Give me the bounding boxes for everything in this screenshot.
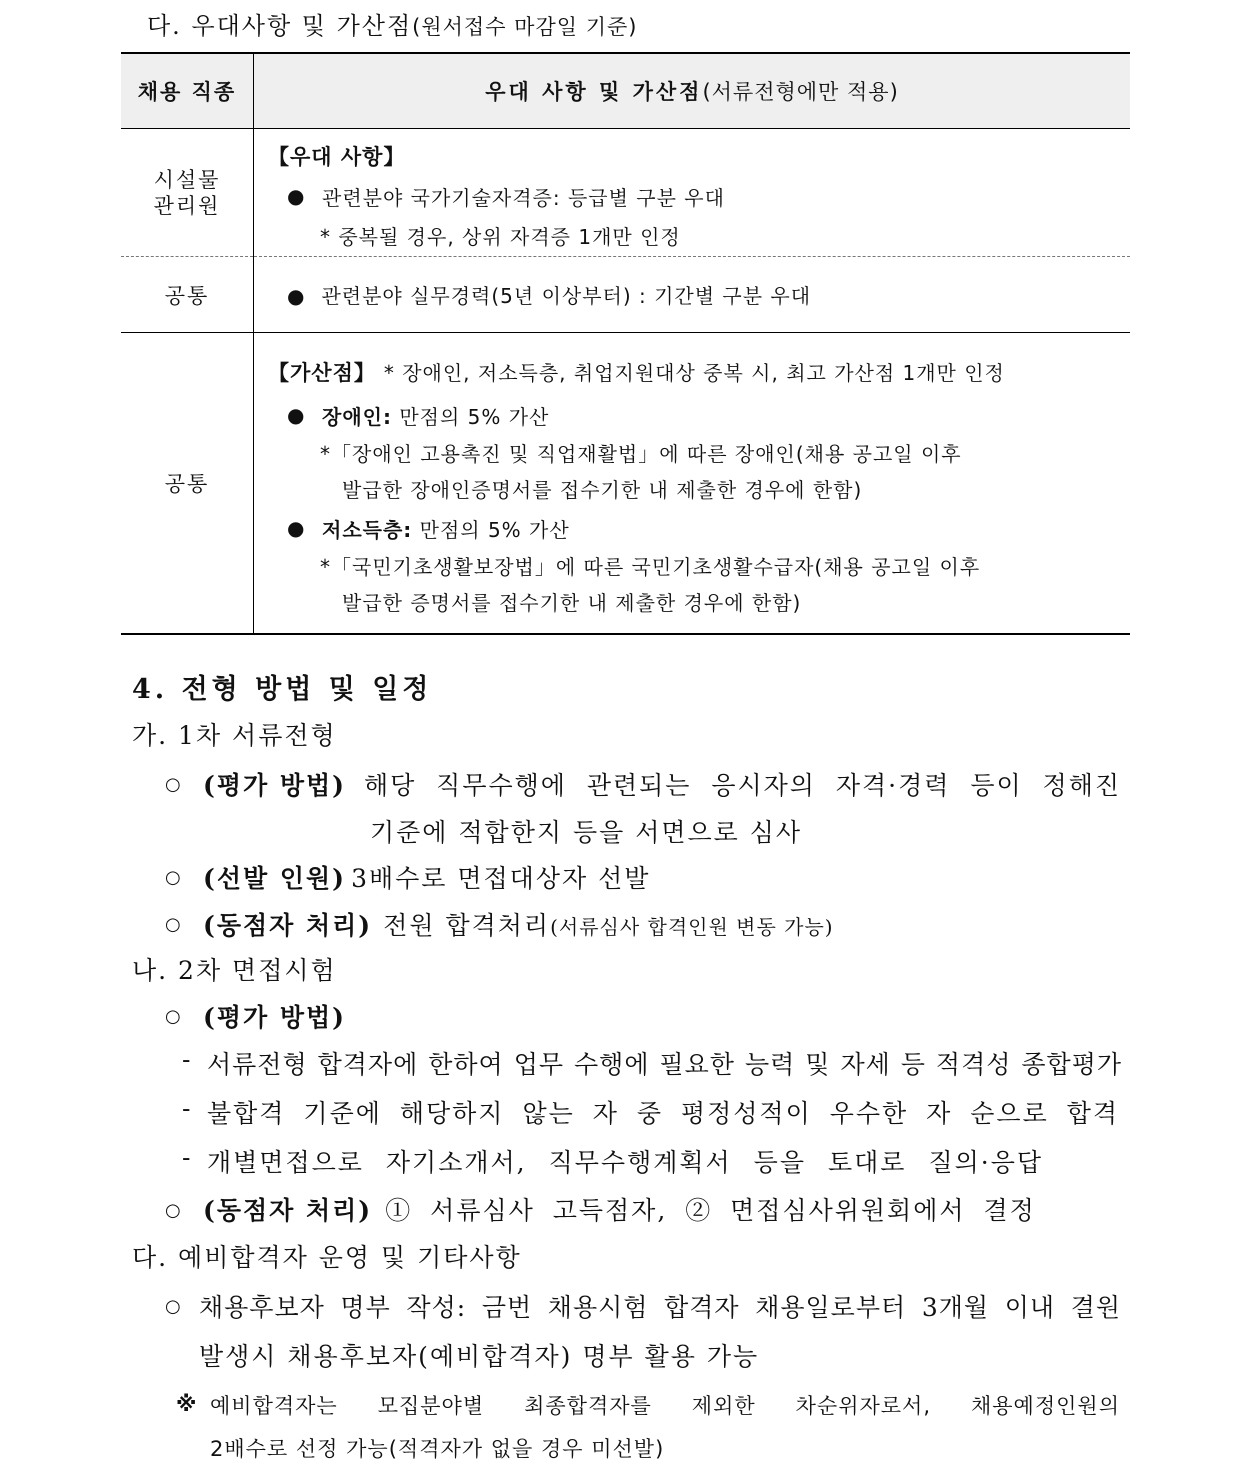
bullet-dot-icon: ● bbox=[287, 403, 306, 427]
table-row bbox=[121, 257, 1130, 333]
preference-heading: 【우대 사항】 bbox=[268, 145, 406, 169]
bonus-heading: 【가산점】 bbox=[268, 361, 376, 385]
dash-item bbox=[207, 1143, 1043, 1179]
bonus-item-note: 발급한 증명서를 접수기한 내 제출한 경우에 한함) bbox=[342, 591, 802, 615]
bonus-item bbox=[322, 401, 549, 430]
item-text: 3배수로 면접대상자 선발 bbox=[351, 864, 651, 893]
bullet-dot-icon: ● bbox=[287, 284, 306, 308]
bonus-item-label: 저소득층: bbox=[322, 518, 413, 542]
note-text-cont: 2배수로 선정 가능(적격자가 없을 경우 미선발) bbox=[210, 1437, 665, 1461]
preference-table bbox=[121, 52, 1130, 635]
dash-item-text: 서류전형 합격자에 한하여 업무 수행에 필요한 능력 및 자세 등 적격성 종합평가 bbox=[207, 1050, 1122, 1079]
note bbox=[210, 1390, 1120, 1420]
dash-item-text: 개별면접으로 자기소개서, 직무수행계획서 등을 토대로 질의·응답 bbox=[207, 1148, 1043, 1177]
method-label: (평가 방법) bbox=[203, 1003, 346, 1032]
subsection-a-title: 가. 1차 서류전형 bbox=[132, 721, 337, 750]
dash-item bbox=[207, 1094, 1119, 1130]
subsection-c-title: 다. 예비합격자 운영 및 기타사항 bbox=[132, 1243, 522, 1272]
preference-bullet: 관련분야 국가기술자격증: 등급별 구분 우대 bbox=[322, 186, 725, 210]
item-text-cont: 발생시 채용후보자(예비합격자) 명부 활용 가능 bbox=[199, 1342, 760, 1371]
detail-cell bbox=[254, 129, 1131, 257]
job-cell: 시설물 관리원 bbox=[121, 129, 254, 257]
circle-bullet-icon: ○ bbox=[165, 774, 181, 795]
item-text: 해당 직무수행에 관련되는 응시자의 자격·경력 등이 정해진 bbox=[363, 771, 1121, 800]
bonus-item-label: 장애인: bbox=[322, 405, 392, 429]
list-item bbox=[203, 1191, 1036, 1227]
bullet-dot-icon: ● bbox=[287, 516, 306, 540]
item-text-cont: 기준에 적합한지 등을 서면으로 심사 bbox=[370, 818, 803, 847]
bonus-heading-line bbox=[268, 357, 1005, 387]
list-item bbox=[203, 766, 1121, 802]
bonus-item-text: 만점의 5% 가산 bbox=[419, 518, 570, 542]
bonus-item-note: *「국민기초생활보장법」에 따른 국민기초생활수급자(채용 공고일 이후 bbox=[320, 555, 981, 579]
item-text: 전원 합격처리 bbox=[383, 911, 551, 940]
item-label: (동점자 처리) bbox=[203, 1196, 373, 1225]
bonus-item-note: 발급한 장애인증명서를 접수기한 내 제출한 경우에 한함) bbox=[342, 478, 863, 502]
experience-bullet: 관련분야 실무경력(5년 이상부터) : 기간별 구분 우대 bbox=[321, 284, 812, 308]
bonus-item-note: *「장애인 고용촉진 및 직업재활법」에 따른 장애인(채용 공고일 이후 bbox=[320, 442, 962, 466]
list-item bbox=[203, 859, 650, 895]
table-row bbox=[121, 333, 1130, 634]
item-label: (동점자 처리) bbox=[203, 911, 373, 940]
header-job: 채용 직종 bbox=[121, 53, 254, 129]
bullet-dot-icon: ● bbox=[287, 184, 306, 208]
table-row bbox=[121, 129, 1130, 257]
circle-bullet-icon: ○ bbox=[165, 1200, 181, 1221]
circle-bullet-icon: ○ bbox=[165, 914, 181, 935]
item-text: ① 서류심사 고득점자, ② 면접심사위원회에서 결정 bbox=[385, 1196, 1036, 1225]
section-title-text: 다. 우대사항 및 가산점 bbox=[147, 12, 413, 40]
header-preference bbox=[254, 53, 1131, 129]
bonus-item bbox=[322, 514, 570, 543]
header-preference-note: (서류전형에만 적용) bbox=[702, 80, 899, 104]
circle-bullet-icon: ○ bbox=[165, 1296, 181, 1317]
circle-bullet-icon: ○ bbox=[165, 867, 181, 888]
bonus-item-text: 만점의 5% 가산 bbox=[399, 405, 550, 429]
job-cell: 공통 bbox=[121, 257, 254, 333]
preference-note: * 중복될 경우, 상위 자격증 1개만 인정 bbox=[320, 225, 681, 249]
item-text: 채용후보자 명부 작성: 금번 채용시험 합격자 채용일로부터 3개월 이내 결원 bbox=[199, 1293, 1121, 1322]
detail-cell bbox=[254, 333, 1131, 634]
section-title-note: (원서접수 마감일 기준) bbox=[412, 15, 638, 39]
reference-mark-icon: ※ bbox=[176, 1392, 197, 1416]
dash-marker: - bbox=[182, 1143, 193, 1172]
item-label: (평가 방법) bbox=[203, 771, 346, 800]
detail-cell bbox=[254, 257, 1131, 333]
list-item bbox=[203, 906, 834, 942]
subsection-b-title: 나. 2차 면접시험 bbox=[132, 956, 337, 985]
section4-title: 4. 전형 방법 및 일정 bbox=[132, 674, 433, 705]
dash-item bbox=[207, 1045, 1122, 1081]
note-text: 예비합격자는 모집분야별 최종합격자를 제외한 차순위자로서, 채용예정인원의 bbox=[210, 1394, 1120, 1418]
job-cell: 공통 bbox=[121, 333, 254, 634]
circle-bullet-icon: ○ bbox=[165, 1006, 181, 1027]
dash-item-text: 불합격 기준에 해당하지 않는 자 중 평정성적이 우수한 자 순으로 합격 bbox=[207, 1099, 1119, 1128]
item-note: (서류심사 합격인원 변동 가능) bbox=[550, 915, 834, 939]
item-label: (선발 인원) bbox=[203, 864, 346, 893]
header-preference-text: 우대 사항 및 가산점 bbox=[485, 80, 703, 104]
dash-marker: - bbox=[182, 1045, 193, 1074]
bonus-heading-note: * 장애인, 저소득층, 취업지원대상 중복 시, 최고 가산점 1개만 인정 bbox=[383, 361, 1005, 385]
dash-marker: - bbox=[182, 1094, 193, 1123]
section-title bbox=[147, 6, 637, 41]
list-item bbox=[199, 1288, 1121, 1324]
